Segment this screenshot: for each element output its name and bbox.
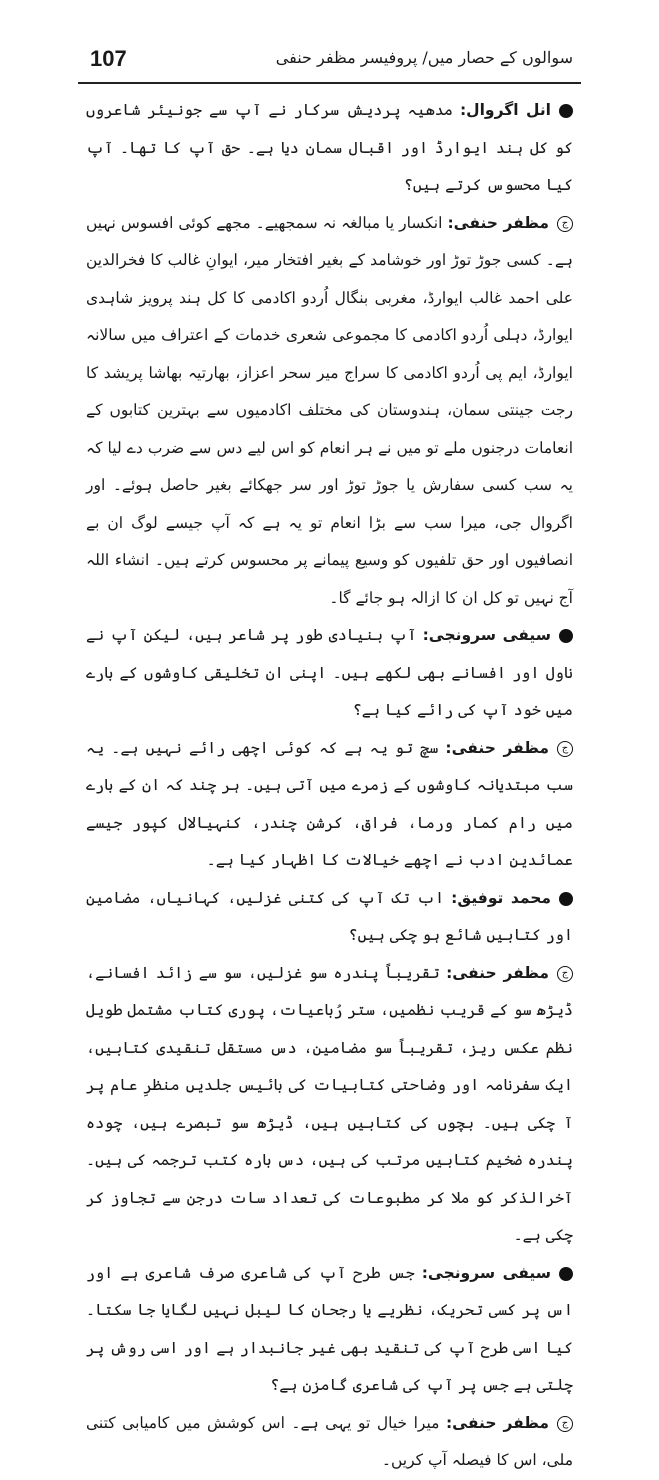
interview-body bbox=[86, 92, 573, 1480]
question-bullet-icon bbox=[559, 104, 573, 118]
page-number: 107 bbox=[90, 46, 127, 71]
answer-bullet-icon: ج bbox=[557, 1416, 573, 1432]
answer-paragraph bbox=[86, 730, 573, 880]
question-bullet-icon bbox=[559, 629, 573, 643]
answer-bullet-icon: ج bbox=[557, 216, 573, 232]
speech-text: انکسار یا مبالغہ نہ سمجھیے۔ مجھے کوئی افسوس نہیں ہے۔ کسی جوڑ توڑ اور خوشامد کے بغیر افتخار میر، ایوانِ غالب کا فخرالدین علی احمد غالب ایوارڈ، مغربی بنگال اُردو اکادمی کا کل ہند پرویز شاہدی ایوارڈ، دہلی اُردو اکادمی کا مجموعی شعری خدمات کے اعتراف میں سالانہ ایوارڈ، ایم پی اُردو اکادمی کا سراج میر سحر اعزاز، بھارتیہ بھاشا پریشد کا رجت جینتی سمان، ہندوستان کی مختلف اکادمیوں سے بہترین کتابوں کے انعامات درجنوں ملے تو میں نے ہر انعام کو اس لیے دس سے ضرب دے لیا کہ یہ سب کسی سفارش یا جوڑ توڑ اور سر جھکائے بغیر حاصل ہوئے۔ اور اگروال جی، میرا سب سے بڑا انعام تو یہ ہے کہ آپ جیسے لوگ ان بے انصافیوں اور حق تلفیوں کو وسیع پیمانے پر محسوس کرتے ہیں۔ انشاء اللہ آج نہیں تو کل ان کا ازالہ ہو جائے گا۔ bbox=[86, 213, 573, 607]
speech-text: جس طرح آپ کی شاعری صرف شاعری ہے اور اس پر کسی تحریک، نظریے یا رجحان کا لیبل نہیں لگایا جا سکتا۔ کیا اسی طرح آپ کی تنقید بھی غیر جانبدار ہے اور اسی روش پر چلتی ہے جس پر آپ کی شاعری گامزن ہے؟ bbox=[86, 1263, 573, 1394]
speaker-name: سیفی سرونجی: bbox=[422, 626, 551, 644]
speech-text: اب تک آپ کی کتنی غزلیں، کہانیاں، مضامین اور کتابیں شائع ہو چکی ہیں؟ bbox=[86, 888, 573, 944]
speaker-name: سیفی سرونجی: bbox=[421, 1263, 551, 1282]
speaker-name: محمد توفیق: bbox=[451, 888, 551, 907]
speaker-name: مظفر حنفی: bbox=[447, 213, 549, 232]
speaker-name: انل اگروال: bbox=[459, 101, 551, 119]
page-header bbox=[78, 38, 581, 84]
answer-paragraph bbox=[86, 205, 573, 618]
speaker-name: مظفر حنفی: bbox=[445, 1413, 549, 1432]
speech-text: سچ تو یہ ہے کہ کوئی اچھی رائے نہیں ہے۔ یہ سب مبتدیانہ کاوشوں کے زمرے میں آتی ہیں۔ ہر چند کہ ان کے بارے میں رام کمار ورما، فراق، کرشن چندر، کنہیالال کپور جیسے عمائدینِ ادب نے اچھے خیالات کا اظہار کیا ہے۔ bbox=[86, 738, 573, 869]
question-paragraph bbox=[86, 1255, 573, 1405]
question-paragraph bbox=[86, 880, 573, 955]
speech-text: تقریباً پندرہ سو غزلیں، سو سے زائد افسانے، ڈیڑھ سو کے قریب نظمیں، ستر رُباعیات، پوری کتاب مشتمل طویل نظم عکس ریز، تقریباً سو مضامین، دس مستقل تنقیدی کتابیں، ایک سفرنامہ اور وضاحتی کتابیات کی بائیس جلدیں منظرِ عام پر آ چکی ہیں۔ بچوں کی کتابیں ہیں، ڈیڑھ سو تبصرے ہیں، چودہ پندرہ ضخیم کتابیں مرتب کی ہیں، دس بارہ کتب ترجمہ کی ہیں۔ آخرالذکر کو ملا کر مطبوعات کی تعداد سات درجن سے تجاوز کر چکی ہے۔ bbox=[86, 963, 573, 1244]
speech-text: میرا خیال تو یہی ہے۔ اس کوشش میں کامیابی کتنی ملی، اس کا فیصلہ آپ کریں۔ bbox=[86, 1413, 573, 1469]
answer-paragraph bbox=[86, 955, 573, 1255]
question-bullet-icon bbox=[559, 892, 573, 906]
speaker-name: مظفر حنفی: bbox=[446, 963, 549, 982]
speaker-name: مظفر حنفی: bbox=[445, 738, 549, 757]
speech-text: آپ بنیادی طور پر شاعر ہیں، لیکن آپ نے ناول اور افسانے بھی لکھے ہیں۔ اپنی ان تخلیقی کاوشوں کے بارے میں خود آپ کی رائے کیا ہے؟ bbox=[86, 626, 573, 719]
answer-bullet-icon: ج bbox=[557, 966, 573, 982]
answer-bullet-icon: ج bbox=[557, 741, 573, 757]
question-bullet-icon bbox=[559, 1267, 573, 1281]
answer-paragraph bbox=[86, 1405, 573, 1480]
question-paragraph bbox=[86, 617, 573, 730]
question-paragraph bbox=[86, 92, 573, 205]
speech-text: مدھیہ پردیش سرکار نے آپ سے جونیئر شاعروں کو کل ہند ایوارڈ اور اقبال سمان دیا ہے۔ حق آپ کا تھا۔ آپ کیا محسوس کرتے ہیں؟ bbox=[86, 101, 573, 194]
running-title: سوالوں کے حصار میں/ پروفیسر مظفر حنفی bbox=[275, 48, 573, 67]
